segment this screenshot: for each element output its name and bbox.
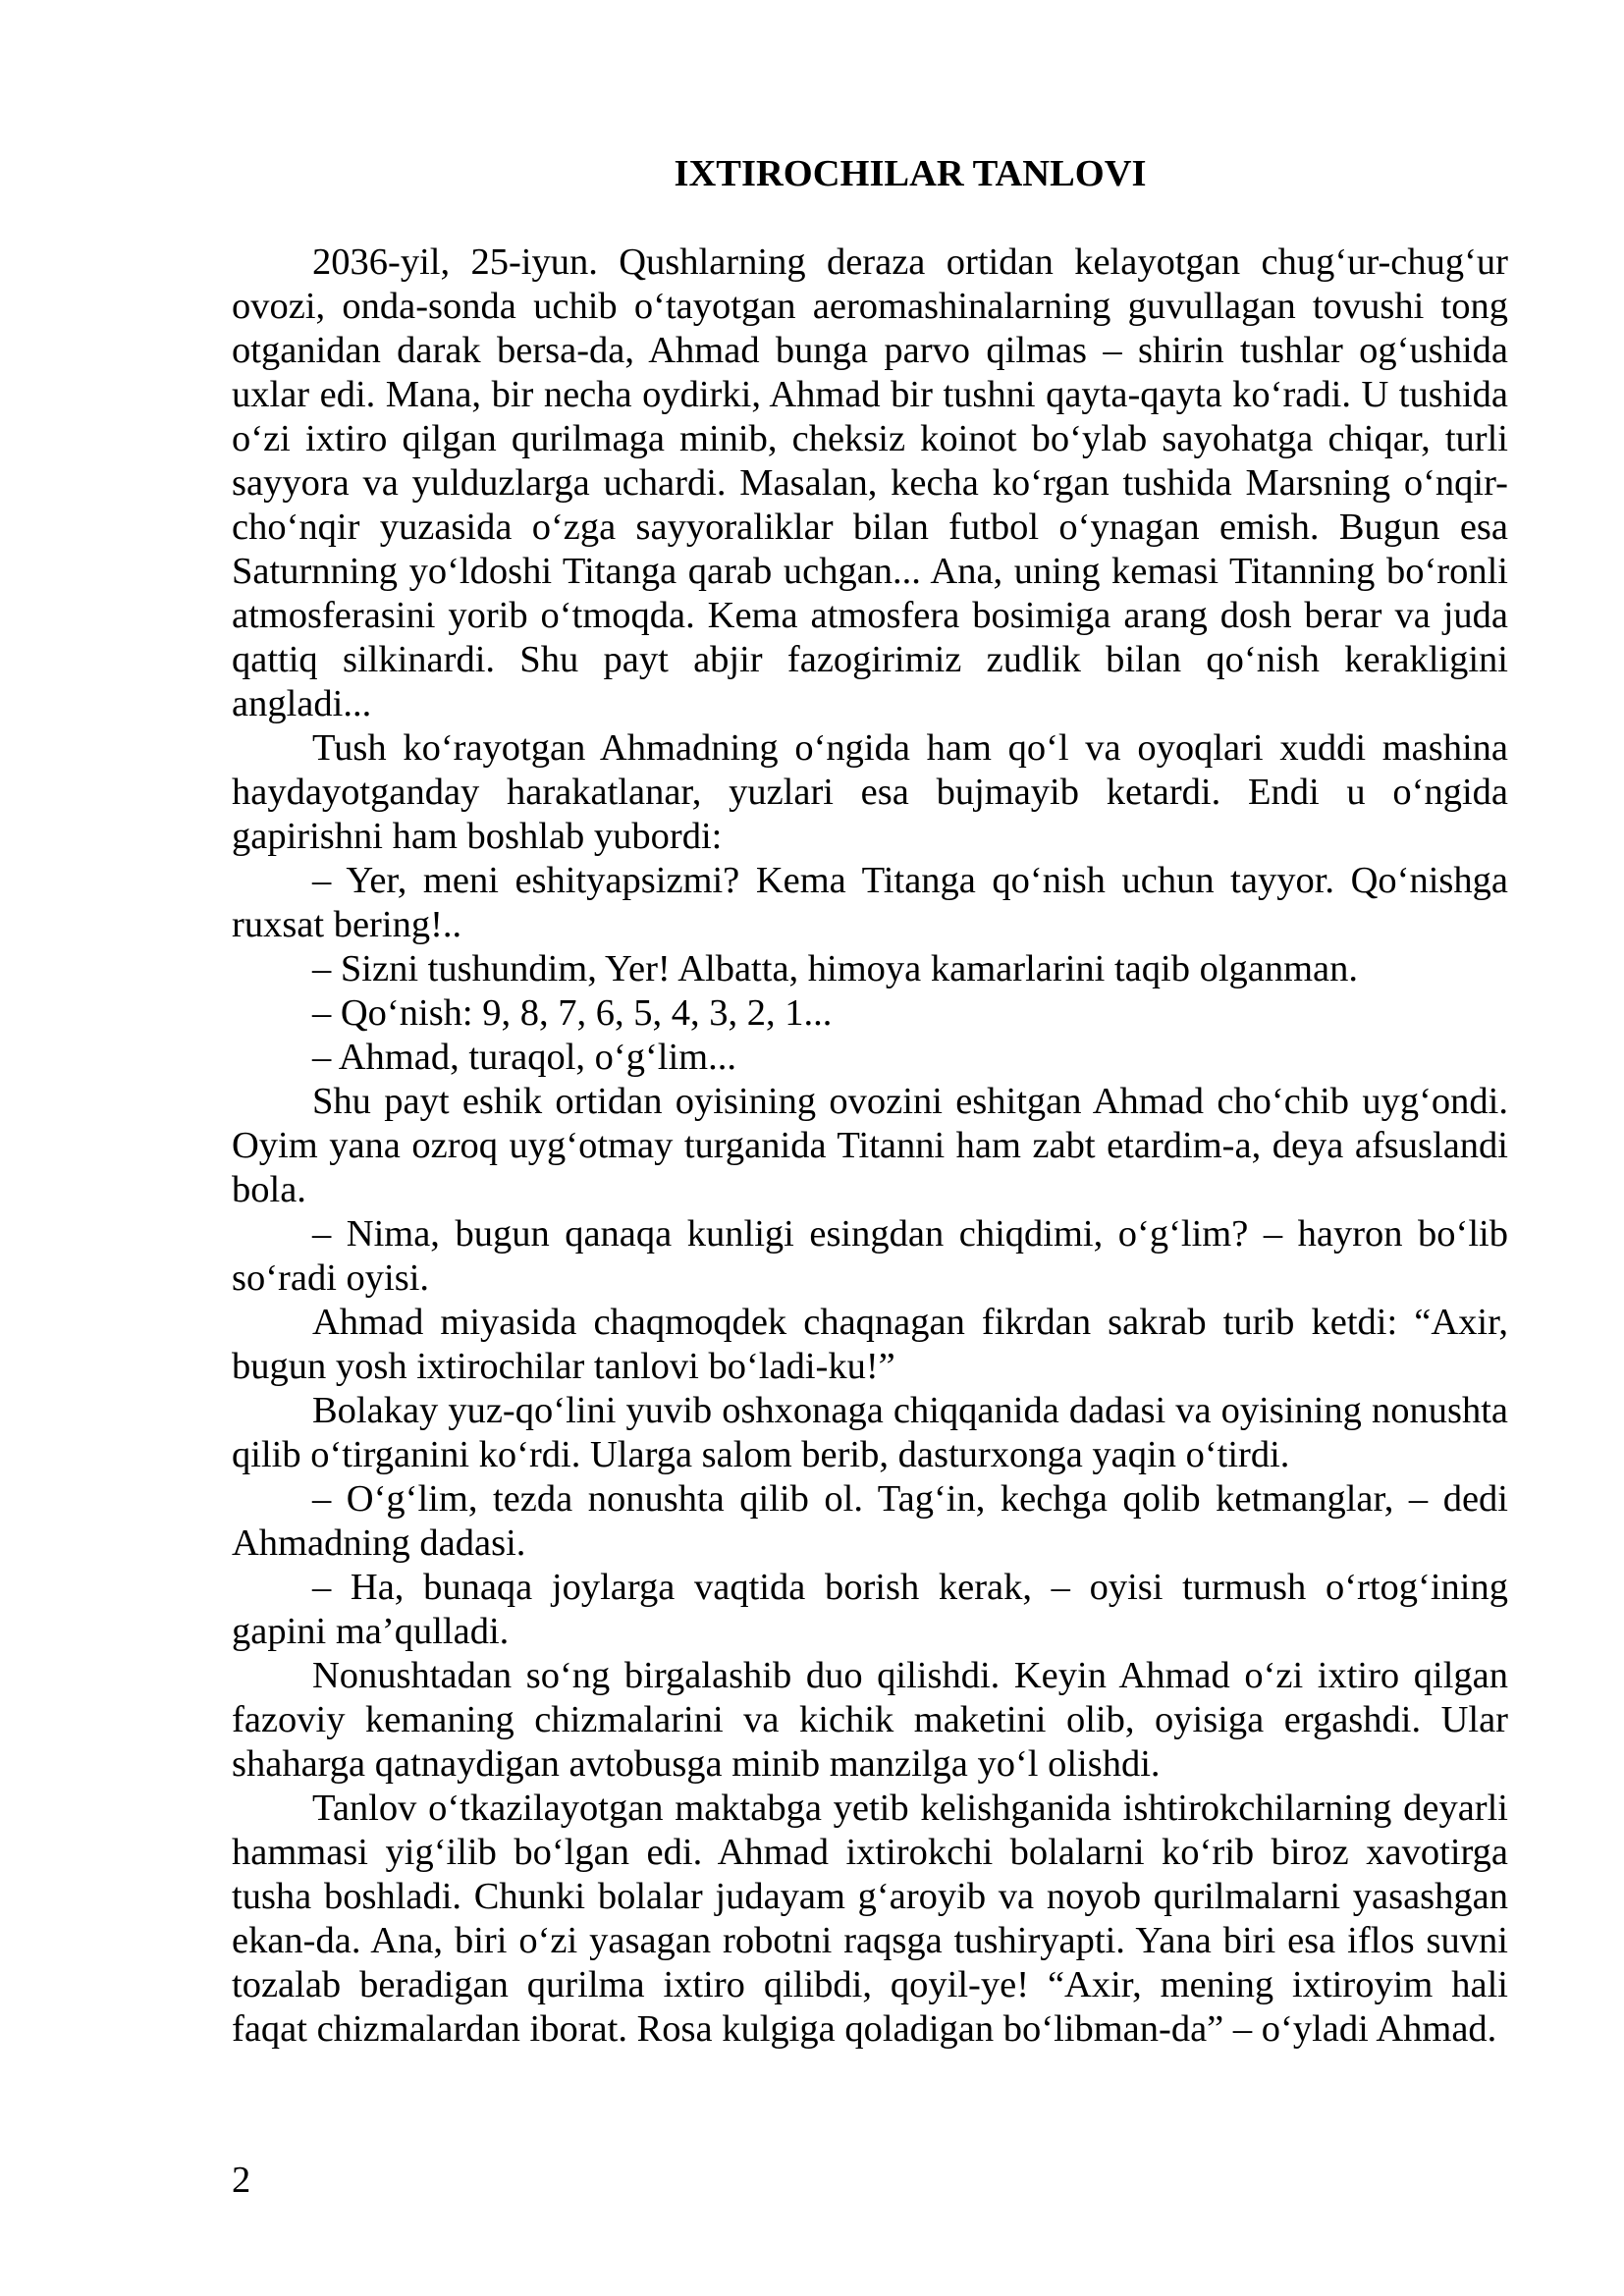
dialogue-mother-question: – Nima, bugun qanaqa kunligi esingdan chiqdimi, o‘g‘lim? – hayron bo‘lib so‘radi oyisi. — [232, 1213, 1508, 1299]
dialogue-wake-up-call: – Ahmad, turaqol, o‘g‘lim... — [312, 1037, 736, 1078]
dialogue-father: – O‘g‘lim, tezda nonushta qilib ol. Tag‘in, kechga qolib ketmanglar, – dedi Ahmadning dadasi. — [232, 1478, 1508, 1564]
page-number: 2 — [232, 2160, 251, 2201]
paragraph-contest-arrival: Tanlov o‘tkazilayotgan maktabga yetib kelishganida ishtirokchilarning deyarli hammasi yig‘ilib bo‘lgan edi. Ahmad ixtirokchi bolalarni ko‘rib biroz xavotirga tusha boshladi. Chunki bolalar judayam g‘aroyib va noyob qurilmalarni yasashgan ekan-da. Ana, biri o‘zi yasagan robotni raqsga tushiryapti. Yana biri esa iflos suvni tozalab beradigan qurilma ixtiro qilibdi, qoyil-ye! “Axir, mening ixtiroyim hali faqat chizmalardan iborat. Rosa kulgiga qoladigan bo‘libman-da” – o‘yladi Ahmad. — [232, 1788, 1508, 2050]
paragraph-waking: Shu payt eshik ortidan oyisining ovozini eshitgan Ahmad cho‘chib uyg‘ondi. Oyim yana ozroq uyg‘otmay turganida Titanni ham zabt etardim-a, deya afsuslandi bola. — [232, 1081, 1508, 1210]
dialogue-yer-request: – Yer, meni eshityapsizmi? Kema Titanga qo‘nish uchun tayyor. Qo‘nishga ruxsat bering!.. — [232, 860, 1508, 945]
paragraph-breakfast: Bolakay yuz-qo‘lini yuvib oshxonaga chiqqanida dadasi va oyisining nonushta qilib o‘tirganini ko‘rdi. Ularga salom berib, dasturxonga yaqin o‘tirdi. — [232, 1390, 1508, 1475]
document-body — [232, 240, 1508, 2052]
dialogue-countdown: – Qo‘nish: 9, 8, 7, 6, 5, 4, 3, 2, 1... — [312, 992, 833, 1034]
paragraph-intro: 2036-yil, 25-iyun. Qushlarning deraza ortidan kelayotgan chug‘ur-chug‘ur ovozi, onda-sonda uchib o‘tayotgan aeromashinalarning guvullagan tovushi tong otganidan darak bersa-da, Ahmad bunga parvo qilmas – shirin tushlar og‘ushida uxlar edi. Mana, bir necha oydirki, Ahmad bir tushni qayta-qayta ko‘radi. U tushida o‘zi ixtiro qilgan qurilmaga minib, cheksiz koinot bo‘ylab sayohatga chiqar, turli sayyora va yulduzlarga uchardi. Masalan, kecha ko‘rgan tushida Marsning o‘nqir-cho‘nqir yuzasida o‘zga sayyoraliklar bilan futbol o‘ynagan emish. Bugun esa Saturnning yo‘ldoshi Titanga qarab uchgan... Ana, uning kemasi Titanning bo‘ronli atmosferasini yorib o‘tmoqda. Kema atmosfera bosimiga arang dosh berar va juda qattiq silkinardi. Shu payt abjir fazogirimiz zudlik bilan qo‘nish kerakligini angladi... — [232, 241, 1508, 724]
paragraph-departure: Nonushtadan so‘ng birgalashib duo qilishdi. Keyin Ahmad o‘zi ixtiro qilgan fazoviy kemaning chizmalarini va kichik maketini olib, oyisiga ergashdi. Ular shaharga qatnaydigan avtobusga minib manzilga yo‘l olishdi. — [232, 1655, 1508, 1785]
page-title: IXTIROCHILAR TANLOVI — [674, 153, 1147, 194]
dialogue-mother-agrees: – Ha, bunaqa joylarga vaqtida borish kerak, – oyisi turmush o‘rtog‘ining gapini ma’qulladi. — [232, 1567, 1508, 1652]
dialogue-yer-reply: – Sizni tushundim, Yer! Albatta, himoya kamarlarini taqib olganman. — [312, 948, 1359, 989]
paragraph-dream-motion: Tush ko‘rayotgan Ahmadning o‘ngida ham qo‘l va oyoqlari xuddi mashina haydayotganday harakatlanar, yuzlari esa bujmayib ketardi. Endi u o‘ngida gapirishni ham boshlab yubordi: — [232, 727, 1508, 857]
paragraph-remembering: Ahmad miyasida chaqmoqdek chaqnagan fikrdan sakrab turib ketdi: “Axir, bugun yosh ixtirochilar tanlovi bo‘ladi-ku!” — [232, 1302, 1508, 1387]
